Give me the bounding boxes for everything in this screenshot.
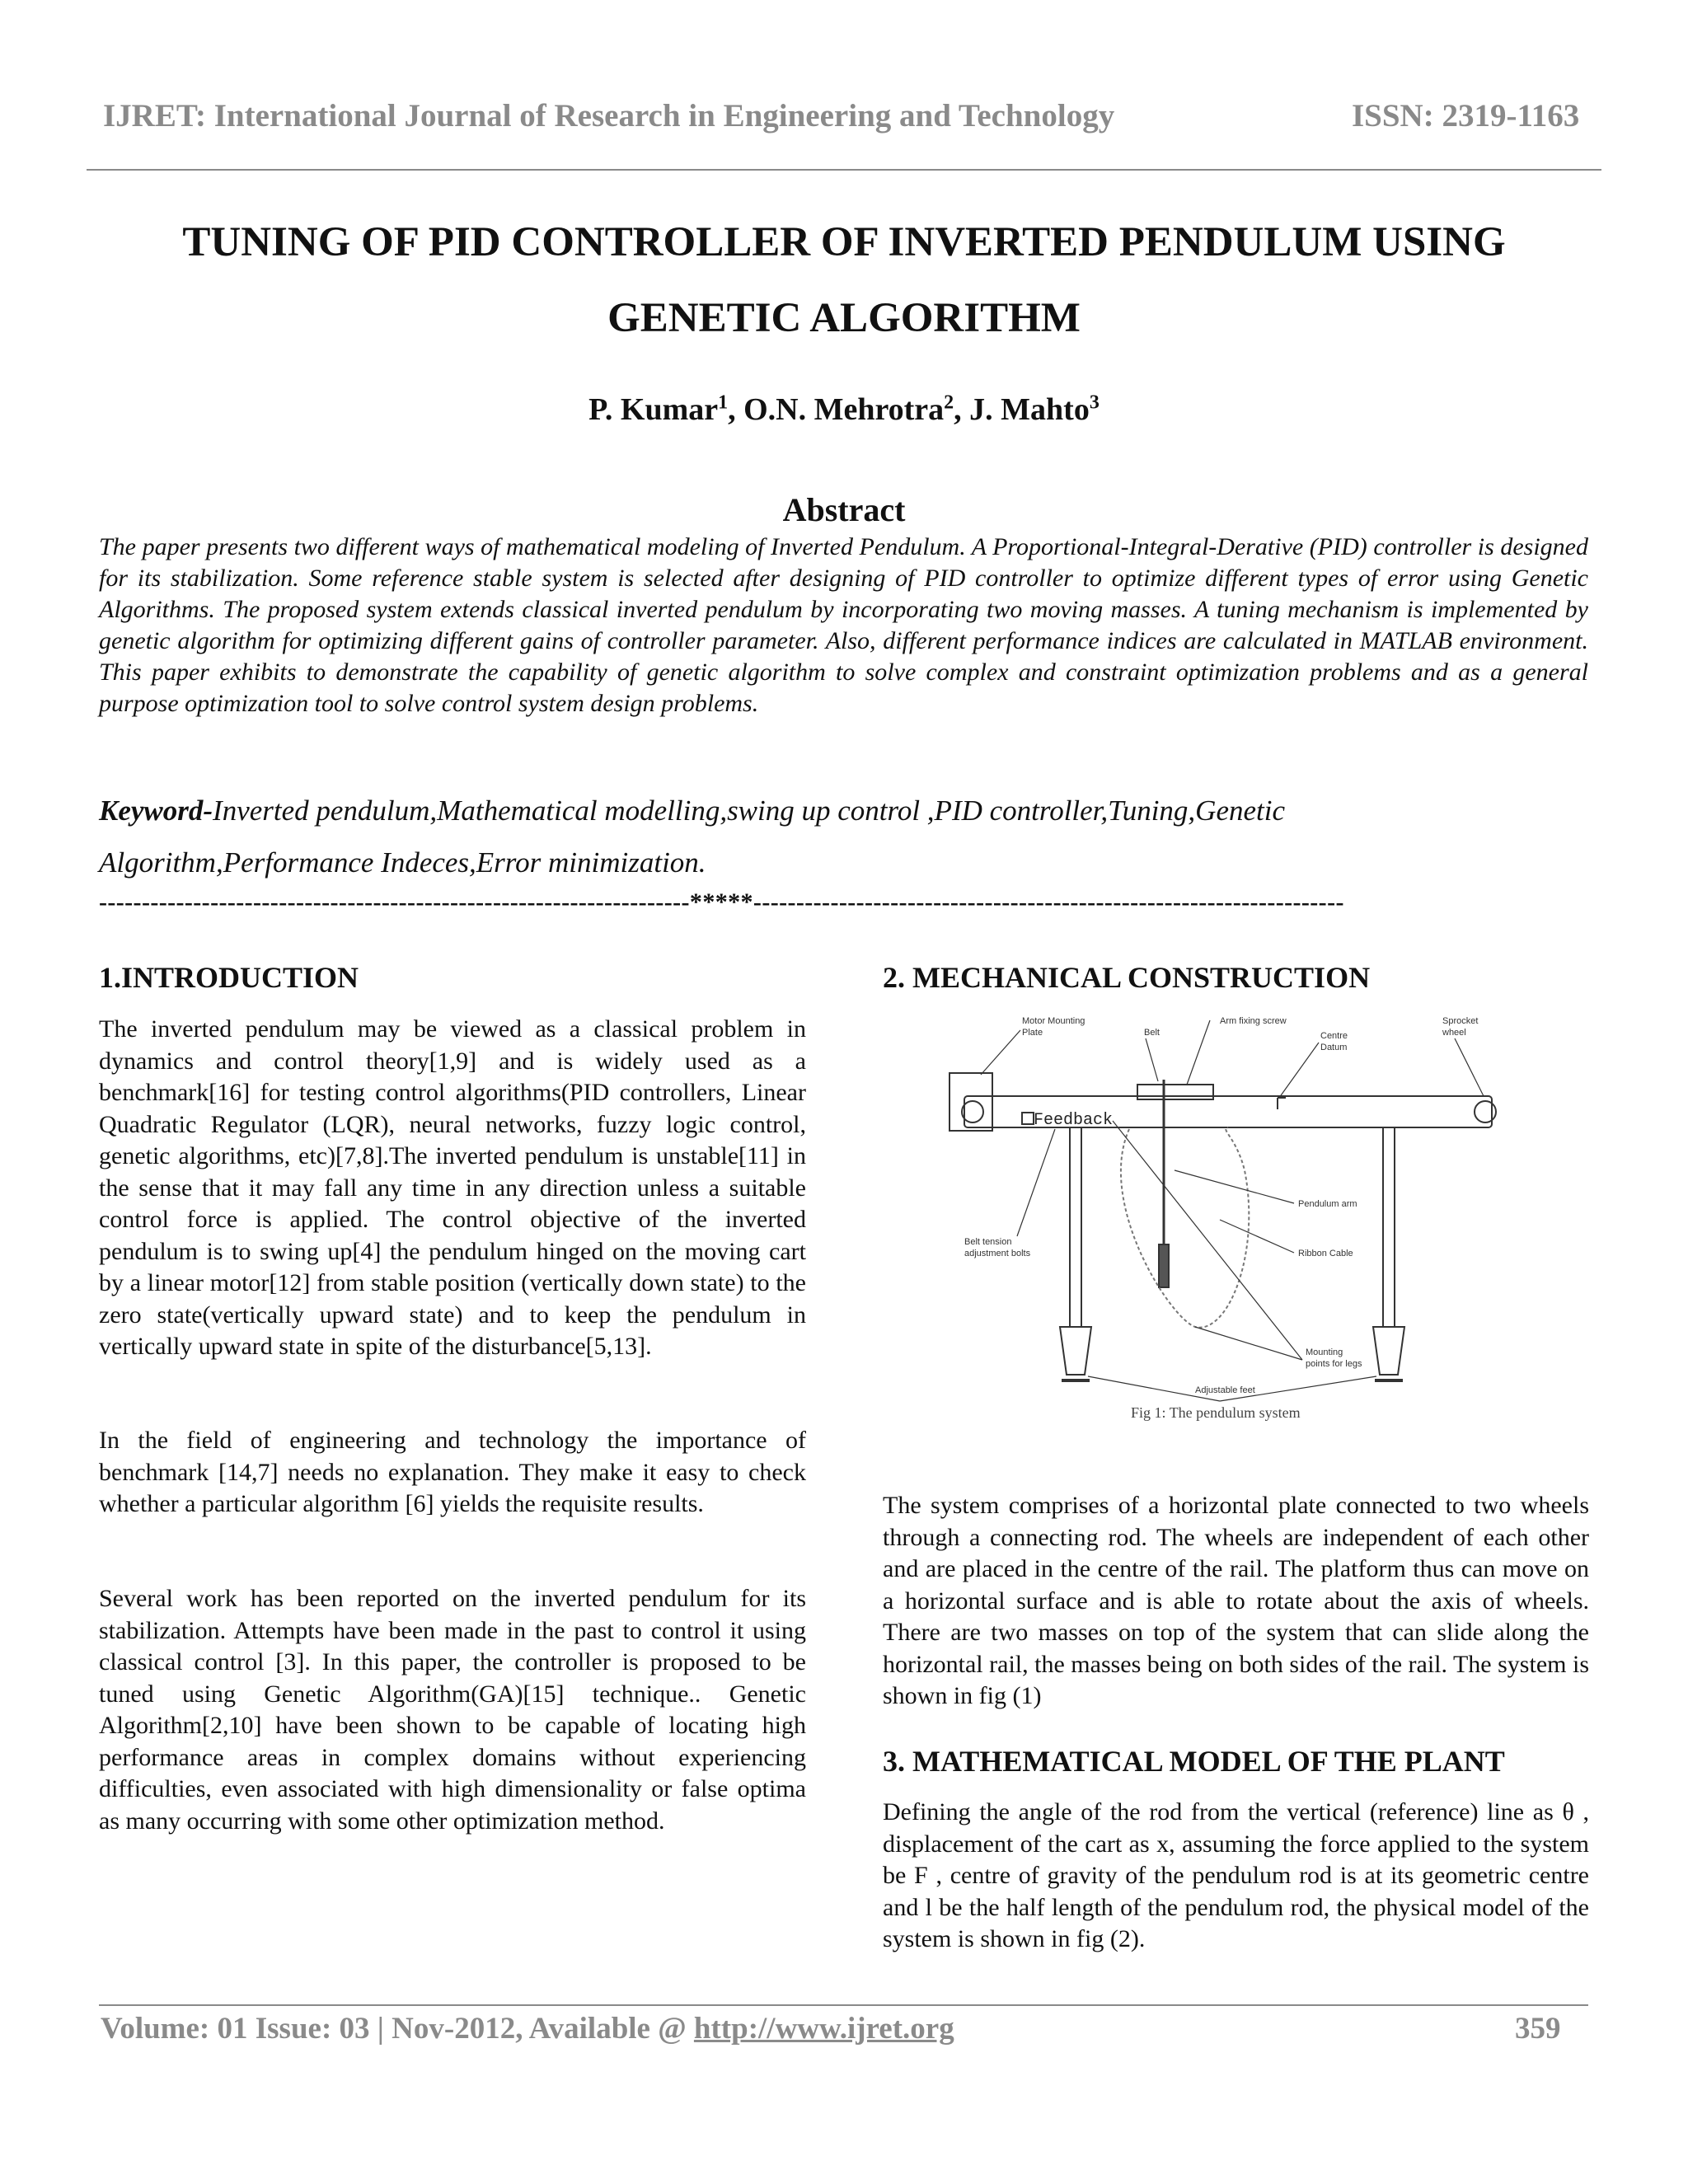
figure-label: wheel xyxy=(1442,1028,1466,1038)
introduction-heading: 1.INTRODUCTION xyxy=(99,961,359,994)
journal-header: IJRET: International Journal of Research in Engineering and Technology xyxy=(103,98,1115,134)
authors: P. Kumar$^1$, O.N. Mehrotra$^2$, J. Mahto$^3$ xyxy=(588,391,1100,427)
journal-link[interactable]: http://www.ijret.org xyxy=(693,2012,954,2046)
figure-label: Ribbon Cable xyxy=(1298,1249,1353,1258)
left-leg xyxy=(1070,1127,1081,1327)
header-rule xyxy=(87,169,1601,171)
paper-title-line-1: TUNING OF PID CONTROLLER OF INVERTED PENDULUM USING xyxy=(182,219,1506,265)
keyword-line-1: Inverted pendulum,Mathematical modelling,swing up control ,PID controller,Tuning,Genetic xyxy=(213,794,1286,827)
author-affiliation: 3 xyxy=(1089,391,1100,414)
figure-label: Sprocket xyxy=(1442,1016,1479,1026)
figure-label: Mounting xyxy=(1306,1347,1343,1357)
footer-rule xyxy=(99,2004,1588,2006)
figure-label: Motor Mounting xyxy=(1022,1016,1085,1026)
sprocket-wheel xyxy=(1475,1101,1496,1122)
figure-label: Pendulum arm xyxy=(1298,1199,1357,1209)
figure-label: points for legs xyxy=(1306,1359,1362,1369)
author-affiliation: 2 xyxy=(944,391,954,414)
keyword-line-2: Algorithm,Performance Indeces,Error minimization. xyxy=(99,846,706,879)
keywords xyxy=(99,785,1588,888)
author-name: P. Kumar xyxy=(588,392,719,427)
intro-paragraph: In the field of engineering and technology the importance of benchmark [14,7] needs no explanation. They make it easy to check whether a particular algorithm [6] yields the requisite results. xyxy=(99,1427,806,1517)
model-paragraph: Defining the angle of the rod from the vertical (reference) line as θ , displacement of the cart as x, assuming the force applied to the system be F , centre of gravity of the pendulum rod is at its geometric centre and l be the half length of the pendulum rod, the physical model of the system is shown in fig (2). xyxy=(883,1798,1589,1952)
author-name: J. Mahto xyxy=(969,392,1090,427)
figure-label: Centre xyxy=(1320,1031,1348,1041)
intro-paragraph: Several work has been reported on the inverted pendulum for its stabilization. Attempts have been made in the past to control it using classical control [3]. In this paper, the controller is proposed to be tuned using Genetic Algorithm(GA)[15] technique.. Genetic Algorithm[2,10] have been shown to be capable of locating high performance areas in complex domains without experiencing difficulties, even associated with high dimensionality or false optima as many occurring with some other optimization method. xyxy=(99,1585,806,1835)
abstract-text: The paper presents two different ways of mathematical modeling of Inverted Pendulum. A Proportional-Integral-Derative (PID) controller is designed for its stabilization. Some reference stable system is selected after designing of PID controller to optimize different types of error using Genetic Algorithms. The proposed system extends classical inverted pendulum by incorporating two moving masses. A tuning mechanism is implemented by genetic algorithm for optimizing different gains of controller parameter. Also, different performance indices are calculated in MATLAB environment. This paper exhibits to demonstrate the capability of genetic algorithm to solve complex and constraint optimization problems and as a general purpose optimization tool to solve control system design problems. xyxy=(99,533,1588,717)
mechanical-heading: 2. MECHANICAL CONSTRUCTION xyxy=(883,961,1371,994)
footer-prefix: Volume: 01 Issue: 03 | Nov-2012, Available @ xyxy=(101,2012,694,2046)
figure-label: Adjustable feet xyxy=(1195,1385,1255,1395)
feedback-label: Feedback xyxy=(1034,1111,1114,1130)
mechanical-paragraph: The system comprises of a horizontal plate connected to two wheels through a connecting rod. The wheels are independent of each other and are placed in the centre of the rail. The platform thus can move on a horizontal surface and is able to rotate about the axis of wheels. There are two masses on top of the system that can slide along the horizontal rail, the masses being on both sides of the rail. The system is shown in fig (1) xyxy=(883,1492,1589,1709)
section-divider: ---------------------------------------------------------------------*****--------------------------------------------------------------------- xyxy=(99,888,1344,916)
figure-label: Belt tension xyxy=(964,1237,1012,1247)
author-affiliation: 1 xyxy=(718,391,729,414)
page-number: 359 xyxy=(1515,2012,1561,2046)
figure-label: adjustment bolts xyxy=(964,1249,1031,1258)
figure-label: Arm fixing screw xyxy=(1220,1016,1287,1026)
issn-header: ISSN: 2319-1163 xyxy=(1352,98,1580,134)
figure-label: Belt xyxy=(1144,1028,1160,1038)
footer-volume-info xyxy=(101,2011,954,2046)
figure-label: Datum xyxy=(1320,1043,1348,1052)
abstract-heading: Abstract xyxy=(782,491,906,528)
right-leg xyxy=(1383,1127,1395,1327)
paper-title-line-2: GENETIC ALGORITHM xyxy=(607,295,1081,341)
model-heading: 3. MATHEMATICAL MODEL OF THE PLANT xyxy=(883,1745,1505,1778)
cart xyxy=(1137,1085,1213,1099)
keyword-label: Keyword- xyxy=(99,794,213,827)
author-name: O.N. Mehrotra xyxy=(743,392,945,427)
intro-paragraph: The inverted pendulum may be viewed as a classical problem in dynamics and control theory[1,9] and is widely used as a benchmark[16] for testing control algorithms(PID controllers, Linear Quadratic Regulator (LQR), neural networks, fuzzy logic control, genetic algorithms, etc)[7,8].The inverted pendulum is unstable[11] in the sense that it may fall any time in any direction unless a suitable control force is applied. The control objective of the inverted pendulum is to swing up[4] the pendulum hinged on the moving cart by a linear motor[12] from stable position (vertically down state) to the zero state(vertically upward state) and to keep the pendulum in vertically upward state in spite of the disturbance[5,13]. xyxy=(99,1015,806,1360)
pendulum-system-figure xyxy=(948,1005,1525,1434)
figure-label: Plate xyxy=(1022,1028,1043,1038)
figure-caption: Fig 1: The pendulum system xyxy=(1131,1404,1301,1421)
